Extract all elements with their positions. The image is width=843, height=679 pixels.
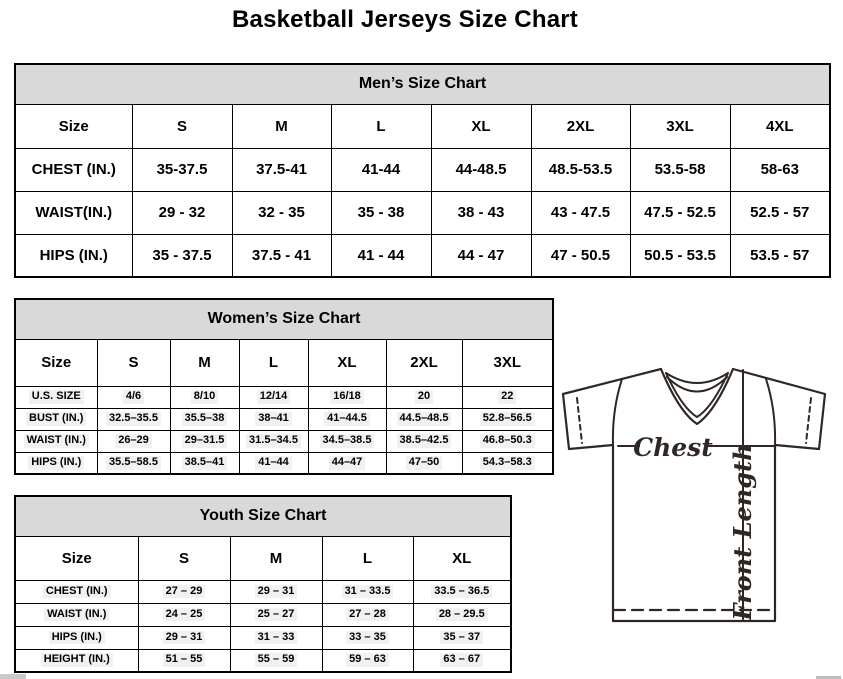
mens-cell: 50.5 - 53.5 xyxy=(630,234,730,277)
youth-cell-text: 31 – 33.5 xyxy=(342,585,394,599)
womens-cell-text: 26–29 xyxy=(115,434,152,448)
mens-col-header: S xyxy=(132,104,232,148)
mens-cell: 29 - 32 xyxy=(132,191,232,234)
womens-row-label-text: WAIST (IN.) xyxy=(24,434,89,448)
womens-title-row xyxy=(15,299,553,339)
mens-col-header: 2XL xyxy=(531,104,630,148)
jersey-cuff-dash-left xyxy=(577,398,582,443)
womens-cell xyxy=(97,408,170,430)
youth-cell xyxy=(230,649,322,672)
mens-cell: 44 - 47 xyxy=(431,234,531,277)
youth-size-table xyxy=(14,495,512,673)
mens-col-header: M xyxy=(232,104,331,148)
womens-cell xyxy=(239,386,308,408)
youth-col-header: L xyxy=(322,536,413,580)
womens-data-row xyxy=(15,386,553,408)
mens-cell: 35 - 38 xyxy=(331,191,431,234)
womens-cell-text: 38–41 xyxy=(255,412,292,426)
youth-cell-text: 28 – 29.5 xyxy=(436,608,488,622)
womens-cell xyxy=(170,408,239,430)
youth-cell xyxy=(138,603,230,626)
youth-title-row xyxy=(15,496,511,536)
womens-row-label xyxy=(15,452,97,474)
chest-label: Chest xyxy=(633,433,713,462)
womens-row-label xyxy=(15,408,97,430)
womens-cell xyxy=(97,430,170,452)
womens-data-row xyxy=(15,408,553,430)
womens-cell-text: 16/18 xyxy=(330,390,364,404)
youth-cell-text: 27 – 29 xyxy=(163,585,206,599)
mens-header-row xyxy=(15,104,830,148)
womens-cell-text: 38.5–42.5 xyxy=(397,434,452,448)
womens-cell-text: 47–50 xyxy=(406,456,443,470)
womens-col-header: L xyxy=(239,339,308,386)
youth-col-header: XL xyxy=(413,536,511,580)
womens-cell-text: 44–47 xyxy=(329,456,366,470)
womens-col-header: M xyxy=(170,339,239,386)
youth-cell xyxy=(322,580,413,603)
youth-cell-text: 55 – 59 xyxy=(255,653,298,667)
youth-col-header: M xyxy=(230,536,322,580)
youth-data-row xyxy=(15,580,511,603)
youth-header-row xyxy=(15,536,511,580)
mens-cell: 47 - 50.5 xyxy=(531,234,630,277)
mens-cell: 37.5 - 41 xyxy=(232,234,331,277)
youth-row-label xyxy=(15,649,138,672)
youth-cell xyxy=(413,626,511,649)
youth-cell-text: 33.5 – 36.5 xyxy=(431,585,492,599)
jersey-outline-drawing xyxy=(556,360,840,628)
jersey-measurement-diagram xyxy=(556,360,840,628)
mens-cell: 43 - 47.5 xyxy=(531,191,630,234)
mens-size-table xyxy=(14,63,831,278)
womens-cell-text: 20 xyxy=(415,390,433,404)
mens-cell: 47.5 - 52.5 xyxy=(630,191,730,234)
womens-cell-text: 52.8–56.5 xyxy=(480,412,535,426)
youth-cell-text: 24 – 25 xyxy=(163,608,206,622)
youth-data-row xyxy=(15,649,511,672)
youth-cell-text: 29 – 31 xyxy=(255,585,298,599)
womens-data-row xyxy=(15,430,553,452)
youth-table-title: Youth Size Chart xyxy=(15,496,511,536)
youth-data-row xyxy=(15,603,511,626)
mens-cell: 41-44 xyxy=(331,148,431,191)
page-title: Basketball Jerseys Size Chart xyxy=(232,6,578,33)
jersey-cuff-dash-right xyxy=(806,398,811,443)
mens-col-header: XL xyxy=(431,104,531,148)
youth-cell-text: 33 – 35 xyxy=(346,631,389,645)
youth-cell xyxy=(322,626,413,649)
womens-cell xyxy=(239,430,308,452)
womens-row-label-text: BUST (IN.) xyxy=(26,412,86,426)
womens-row-label xyxy=(15,386,97,408)
mens-row-label: CHEST (IN.) xyxy=(15,148,132,191)
mens-cell: 58-63 xyxy=(730,148,830,191)
youth-cell xyxy=(322,649,413,672)
youth-cell xyxy=(230,580,322,603)
mens-cell: 32 - 35 xyxy=(232,191,331,234)
womens-data-row xyxy=(15,452,553,474)
youth-cell-text: 51 – 55 xyxy=(163,653,206,667)
womens-cell xyxy=(170,430,239,452)
youth-row-label xyxy=(15,603,138,626)
womens-cell xyxy=(239,452,308,474)
youth-row-label-text: WAIST (IN.) xyxy=(44,608,109,622)
womens-cell xyxy=(462,452,553,474)
youth-cell-text: 29 – 31 xyxy=(163,631,206,645)
womens-cell xyxy=(308,430,386,452)
youth-cell-text: 59 – 63 xyxy=(346,653,389,667)
womens-cell xyxy=(97,386,170,408)
womens-cell xyxy=(308,386,386,408)
youth-cell xyxy=(230,626,322,649)
womens-row-label-text: U.S. SIZE xyxy=(29,390,84,404)
womens-cell-text: 38.5–41 xyxy=(182,456,228,470)
youth-row-label xyxy=(15,580,138,603)
womens-cell-text: 46.8–50.3 xyxy=(480,434,535,448)
mens-cell: 37.5-41 xyxy=(232,148,331,191)
womens-cell xyxy=(239,408,308,430)
mens-cell: 44-48.5 xyxy=(431,148,531,191)
womens-cell xyxy=(170,386,239,408)
mens-col-header: Size xyxy=(15,104,132,148)
womens-cell-text: 44.5–48.5 xyxy=(397,412,452,426)
youth-cell xyxy=(138,626,230,649)
womens-header-row xyxy=(15,339,553,386)
womens-cell xyxy=(386,452,462,474)
youth-cell xyxy=(138,580,230,603)
womens-cell-text: 35.5–58.5 xyxy=(106,456,161,470)
youth-cell xyxy=(230,603,322,626)
youth-row-label xyxy=(15,626,138,649)
womens-cell-text: 35.5–38 xyxy=(182,412,228,426)
womens-col-header: XL xyxy=(308,339,386,386)
mens-row-label: WAIST(IN.) xyxy=(15,191,132,234)
mens-cell: 35 - 37.5 xyxy=(132,234,232,277)
youth-cell xyxy=(322,603,413,626)
youth-col-header: S xyxy=(138,536,230,580)
womens-cell xyxy=(308,408,386,430)
mens-data-row xyxy=(15,148,830,191)
womens-cell xyxy=(170,452,239,474)
womens-cell-text: 54.3–58.3 xyxy=(480,456,535,470)
youth-cell xyxy=(413,603,511,626)
mens-cell: 53.5 - 57 xyxy=(730,234,830,277)
womens-cell-text: 31.5–34.5 xyxy=(246,434,301,448)
mens-cell: 41 - 44 xyxy=(331,234,431,277)
womens-row-label-text: HIPS (IN.) xyxy=(28,456,84,470)
youth-cell-text: 27 – 28 xyxy=(346,608,389,622)
mens-data-row xyxy=(15,191,830,234)
womens-size-table xyxy=(14,298,554,475)
mens-col-header: L xyxy=(331,104,431,148)
womens-cell-text: 41–44 xyxy=(255,456,292,470)
jersey-armhole-seam-left xyxy=(613,379,622,445)
jersey-armhole-seam-right xyxy=(766,379,775,445)
womens-cell xyxy=(462,430,553,452)
youth-cell-text: 63 – 67 xyxy=(440,653,483,667)
womens-cell xyxy=(386,408,462,430)
mens-cell: 53.5-58 xyxy=(630,148,730,191)
youth-cell-text: 25 – 27 xyxy=(255,608,298,622)
womens-cell-text: 8/10 xyxy=(191,390,218,404)
womens-cell-text: 22 xyxy=(498,390,516,404)
mens-cell: 38 - 43 xyxy=(431,191,531,234)
womens-cell xyxy=(462,386,553,408)
womens-cell xyxy=(308,452,386,474)
womens-cell-text: 29–31.5 xyxy=(182,434,228,448)
mens-cell: 35-37.5 xyxy=(132,148,232,191)
jersey-collar-arc-1 xyxy=(666,373,728,383)
womens-col-header: Size xyxy=(15,339,97,386)
womens-table-title: Women’s Size Chart xyxy=(15,299,553,339)
scrollbar-fragment-left xyxy=(0,674,26,679)
mens-table-title: Men’s Size Chart xyxy=(15,64,830,104)
womens-row-label xyxy=(15,430,97,452)
youth-data-row xyxy=(15,626,511,649)
womens-col-header: 3XL xyxy=(462,339,553,386)
mens-row-label: HIPS (IN.) xyxy=(15,234,132,277)
womens-cell-text: 34.5–38.5 xyxy=(320,434,375,448)
youth-cell xyxy=(413,649,511,672)
womens-cell xyxy=(97,452,170,474)
mens-col-header: 3XL xyxy=(630,104,730,148)
youth-cell xyxy=(138,649,230,672)
jersey-collar-inner-v xyxy=(666,373,728,417)
youth-cell-text: 35 – 37 xyxy=(440,631,483,645)
womens-cell xyxy=(386,386,462,408)
womens-cell xyxy=(386,430,462,452)
mens-cell: 52.5 - 57 xyxy=(730,191,830,234)
mens-data-row xyxy=(15,234,830,277)
womens-col-header: 2XL xyxy=(386,339,462,386)
mens-col-header: 4XL xyxy=(730,104,830,148)
jersey-body-outline xyxy=(563,369,825,621)
womens-cell-text: 4/6 xyxy=(123,390,144,404)
womens-cell-text: 32.5–35.5 xyxy=(106,412,161,426)
youth-row-label-text: HEIGHT (IN.) xyxy=(41,653,113,667)
youth-cell xyxy=(413,580,511,603)
youth-col-header: Size xyxy=(15,536,138,580)
womens-cell xyxy=(462,408,553,430)
mens-cell: 48.5-53.5 xyxy=(531,148,630,191)
womens-cell-text: 41–44.5 xyxy=(324,412,370,426)
youth-row-label-text: CHEST (IN.) xyxy=(43,585,111,599)
womens-cell-text: 12/14 xyxy=(257,390,291,404)
womens-col-header: S xyxy=(97,339,170,386)
front-length-label: Front Length xyxy=(728,443,757,621)
mens-title-row xyxy=(15,64,830,104)
youth-cell-text: 31 – 33 xyxy=(255,631,298,645)
youth-row-label-text: HIPS (IN.) xyxy=(49,631,105,645)
